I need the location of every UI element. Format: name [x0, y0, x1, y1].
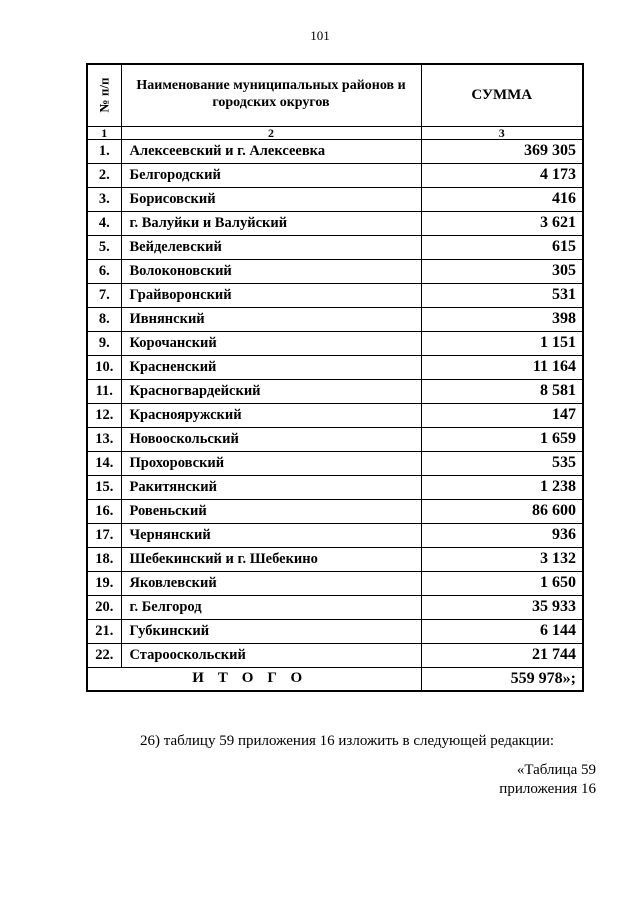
row-index: 11.	[87, 379, 121, 403]
column-number: 2	[121, 126, 421, 139]
row-index: 14.	[87, 451, 121, 475]
row-index: 10.	[87, 355, 121, 379]
table-row	[87, 139, 583, 163]
row-name: Волоконовский	[121, 259, 421, 283]
row-value: 1 151	[421, 331, 583, 355]
row-index: 3.	[87, 187, 121, 211]
table-row	[87, 427, 583, 451]
row-value: 1 659	[421, 427, 583, 451]
row-index: 5.	[87, 235, 121, 259]
row-name: Прохоровский	[121, 451, 421, 475]
table-row	[87, 259, 583, 283]
total-value: 559 978»;	[421, 667, 583, 691]
row-name: Чернянский	[121, 523, 421, 547]
total-label: ИТОГО	[87, 667, 421, 691]
header-sum: СУММА	[421, 64, 583, 126]
table-row	[87, 403, 583, 427]
table-row	[87, 643, 583, 667]
row-value: 1 238	[421, 475, 583, 499]
row-value: 1 650	[421, 571, 583, 595]
row-name: Яковлевский	[121, 571, 421, 595]
column-number: 3	[421, 126, 583, 139]
row-index: 13.	[87, 427, 121, 451]
column-numbers-row	[87, 126, 583, 139]
column-number: 1	[87, 126, 121, 139]
table-row	[87, 307, 583, 331]
row-name: г. Белгород	[121, 595, 421, 619]
row-value: 8 581	[421, 379, 583, 403]
amendment-paragraph: 26) таблицу 59 приложения 16 изложить в следующей редакции:	[140, 733, 555, 749]
table-row	[87, 163, 583, 187]
row-value: 615	[421, 235, 583, 259]
table-row	[87, 211, 583, 235]
row-value: 147	[421, 403, 583, 427]
row-index: 2.	[87, 163, 121, 187]
row-name: Борисовский	[121, 187, 421, 211]
table-row	[87, 331, 583, 355]
row-name: Ровеньский	[121, 499, 421, 523]
table-row	[87, 283, 583, 307]
row-name: Корочанский	[121, 331, 421, 355]
row-name: Губкинский	[121, 619, 421, 643]
row-index: 4.	[87, 211, 121, 235]
row-value: 3 132	[421, 547, 583, 571]
row-value: 531	[421, 283, 583, 307]
row-name: Шебекинский и г. Шебекино	[121, 547, 421, 571]
table-row	[87, 235, 583, 259]
row-value: 535	[421, 451, 583, 475]
row-index: 22.	[87, 643, 121, 667]
row-name: Красногвардейский	[121, 379, 421, 403]
row-index: 1.	[87, 139, 121, 163]
row-name: Краснояружский	[121, 403, 421, 427]
row-index: 21.	[87, 619, 121, 643]
row-index: 20.	[87, 595, 121, 619]
row-index: 19.	[87, 571, 121, 595]
row-value: 3 621	[421, 211, 583, 235]
row-name: г. Валуйки и Валуйский	[121, 211, 421, 235]
row-value: 86 600	[421, 499, 583, 523]
row-value: 369 305	[421, 139, 583, 163]
table-header-row	[87, 64, 583, 126]
row-value: 4 173	[421, 163, 583, 187]
row-index: 6.	[87, 259, 121, 283]
row-name: Новооскольский	[121, 427, 421, 451]
row-value: 936	[421, 523, 583, 547]
row-name: Старооскольский	[121, 643, 421, 667]
table-row	[87, 619, 583, 643]
row-name: Вейделевский	[121, 235, 421, 259]
table-row	[87, 547, 583, 571]
header-num	[87, 64, 121, 126]
row-value: 35 933	[421, 595, 583, 619]
table-caption	[499, 761, 596, 799]
page-number: 101	[310, 28, 330, 43]
table-row	[87, 451, 583, 475]
row-value: 398	[421, 307, 583, 331]
row-index: 16.	[87, 499, 121, 523]
caption-line-2: приложения 16	[499, 780, 596, 797]
header-num-label: № п/п	[96, 77, 112, 113]
row-index: 15.	[87, 475, 121, 499]
row-name: Грайворонский	[121, 283, 421, 307]
table-row	[87, 355, 583, 379]
row-index: 17.	[87, 523, 121, 547]
row-index: 8.	[87, 307, 121, 331]
row-value: 21 744	[421, 643, 583, 667]
table-row	[87, 379, 583, 403]
row-value: 6 144	[421, 619, 583, 643]
row-name: Ивнянский	[121, 307, 421, 331]
row-index: 18.	[87, 547, 121, 571]
budget-table	[86, 63, 584, 692]
row-value: 11 164	[421, 355, 583, 379]
row-name: Ракитянский	[121, 475, 421, 499]
total-row	[87, 667, 583, 691]
row-name: Алексеевский и г. Алексеевка	[121, 139, 421, 163]
row-name: Красненский	[121, 355, 421, 379]
row-index: 12.	[87, 403, 121, 427]
row-index: 9.	[87, 331, 121, 355]
table-body	[87, 139, 583, 667]
header-name: Наименование муниципальных районов и городских округов	[121, 64, 421, 126]
table-row	[87, 499, 583, 523]
table-row	[87, 571, 583, 595]
caption-line-1: «Таблица 59	[516, 762, 596, 778]
row-name: Белгородский	[121, 163, 421, 187]
row-value: 305	[421, 259, 583, 283]
row-value: 416	[421, 187, 583, 211]
table-row	[87, 523, 583, 547]
row-index: 7.	[87, 283, 121, 307]
table-row	[87, 475, 583, 499]
table-row	[87, 187, 583, 211]
table-row	[87, 595, 583, 619]
